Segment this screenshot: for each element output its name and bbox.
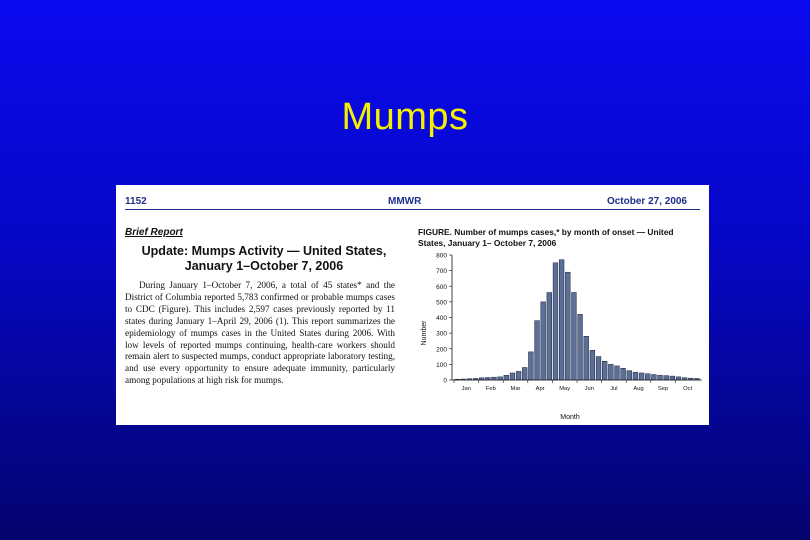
y-tick-label: 300 (436, 330, 447, 338)
chart-bar (541, 302, 546, 380)
chart-bar (498, 377, 503, 380)
slide-title: Mumps (341, 96, 469, 138)
chart-bar (645, 374, 650, 380)
y-tick-label: 600 (436, 283, 447, 291)
chart-bar (547, 293, 552, 381)
x-tick-label: Mar (510, 386, 521, 392)
chart-bar (627, 371, 632, 380)
article-clipping (116, 185, 709, 425)
x-axis-label: Month (560, 414, 580, 421)
x-tick-label: Sep (657, 386, 669, 392)
chart-bar (602, 361, 607, 380)
x-tick-label: Feb (485, 386, 496, 392)
chart-bar (596, 357, 601, 380)
chart-bar (559, 260, 564, 380)
article-title: Update: Mumps Activity — United States, January 1–October 7, 2006 (141, 244, 387, 273)
header-rule (125, 209, 700, 210)
chart-bar (639, 373, 644, 380)
chart-bar (633, 372, 638, 380)
journal-name: MMWR (388, 196, 422, 207)
chart-bar (516, 371, 521, 380)
chart-bar (608, 364, 613, 380)
page-number: 1152 (125, 196, 147, 207)
chart-bar (590, 350, 595, 380)
x-tick-label: Aug (633, 386, 644, 392)
y-tick-label: 500 (436, 299, 447, 307)
chart-bar (572, 293, 577, 381)
chart-bar (522, 368, 527, 381)
y-tick-label: 400 (436, 315, 447, 322)
chart-bar (670, 376, 675, 380)
issue-date: October 27, 2006 (606, 196, 687, 207)
x-tick-label: Jul (610, 386, 618, 392)
chart-bar (492, 377, 497, 380)
y-tick-label: 100 (436, 361, 447, 369)
section-label: Brief Report (125, 227, 183, 238)
y-axis-label: Number (421, 320, 428, 346)
x-tick-label: Jan (461, 386, 471, 392)
chart-bar (504, 375, 509, 380)
x-tick-label: Jun (584, 386, 594, 392)
chart-bar (664, 376, 669, 380)
chart-bar (553, 263, 558, 380)
chart-bar (528, 352, 533, 380)
chart-bar (584, 336, 589, 380)
y-tick-label: 800 (436, 252, 447, 260)
chart-bar (535, 321, 540, 380)
chart-bar (578, 314, 583, 380)
mumps-bar-chart (412, 247, 704, 425)
x-tick-label: May (559, 386, 571, 392)
y-tick-label: 700 (436, 268, 447, 276)
chart-bar (658, 375, 663, 380)
y-tick-label: 0 (443, 377, 447, 385)
x-tick-label: Oct (683, 386, 693, 392)
article-body: During January 1–October 7, 2006, a total of 45 states* and the District of Columbia reported 5,783 confirmed or probable mumps cases to CDC (Figure). This includes 2,597 cases previously reported by 11 states during January 1–April 29, 2006 (1). This report summarizes the epidemiology of mumps cases in the United States during 2006. With low levels of reported mumps continuing, health-care workers should remain alert to suspected mumps, conduct appropriate laboratory testing, and use every opportunity to ensure adequate immunity, particularly among populations at high risk for mumps. (125, 280, 395, 386)
chart-bar (615, 366, 620, 380)
chart-bar (565, 272, 570, 380)
y-tick-label: 200 (436, 346, 447, 354)
x-tick-label: Apr (535, 386, 545, 392)
chart-bar (621, 368, 626, 380)
chart-bar (651, 375, 656, 380)
chart-bar (510, 373, 515, 380)
chart-bar (676, 377, 681, 380)
figure-caption: FIGURE. Number of mumps cases,* by month of onset — United States, January 1– October 7, 2006 (418, 227, 674, 248)
